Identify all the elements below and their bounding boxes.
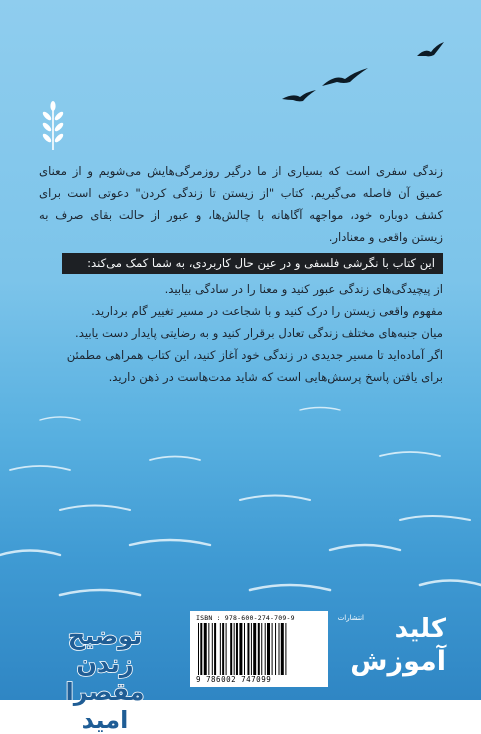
bird-icon bbox=[417, 42, 444, 56]
barcode bbox=[196, 623, 322, 675]
barcode-panel bbox=[190, 611, 328, 687]
publisher-logo-line: مقصرا امید bbox=[65, 678, 145, 734]
list-item: مفهوم واقعی زیستن را درک کنید و با شجاعت در مسیر تغییر گام بردارید. bbox=[91, 304, 443, 318]
list-item: از پیچیدگی‌های زندگی عبور کنید و معنا را در سادگی بیابید. bbox=[164, 282, 443, 296]
birds-illustration bbox=[0, 0, 481, 140]
intro-line: زیستن واقعی و معنادار. bbox=[328, 230, 443, 244]
publisher-logo-left bbox=[44, 622, 166, 734]
list-item: برای یافتن پاسخ پرسش‌هایی است که شاید مدت‌هاست در ذهن دارید. bbox=[108, 370, 443, 384]
highlight-banner: این کتاب با نگرشی فلسفی و در عین حال کاربردی، به شما کمک می‌کند: bbox=[62, 253, 443, 274]
list-item: اگر آماده‌اید تا مسیر جدیدی در زندگی خود آغاز کنید، این کتاب همراهی مطمئن bbox=[66, 348, 443, 362]
leaf-sprig-icon bbox=[38, 100, 68, 152]
publisher-label: انتشارات bbox=[337, 614, 364, 622]
isbn-text: ISBN : 978-600-274-709-9 bbox=[196, 614, 295, 622]
publisher-logo-line: توضیح زندن bbox=[67, 622, 143, 678]
benefits-list bbox=[39, 278, 443, 388]
publisher-logo-right bbox=[337, 612, 452, 688]
intro-line: زندگی سفری است که بسیاری از ما درگیر روزمرگی‌هایش می‌شویم و از معنای bbox=[39, 164, 443, 178]
intro-line: عمیق آن فاصله می‌گیریم. کتاب "از زیستن تا زندگی کردن" دعوتی است برای bbox=[39, 186, 443, 200]
publisher-logo-line: آموزش bbox=[350, 646, 446, 677]
barcode-digits: 9 786002 747099 bbox=[196, 675, 272, 684]
intro-line: کشف دوباره خود، مواجهه آگاهانه با چالش‌ها، و عبور از حالت بقای صرف به bbox=[39, 208, 443, 222]
intro-paragraph bbox=[39, 160, 443, 248]
bird-icon bbox=[322, 68, 368, 86]
list-item: میان جنبه‌های مختلف زندگی تعادل برقرار کنید و به رضایتی پایدار دست یابید. bbox=[75, 326, 443, 340]
bird-icon bbox=[282, 90, 316, 101]
publisher-logo-line: کلید bbox=[394, 614, 446, 644]
